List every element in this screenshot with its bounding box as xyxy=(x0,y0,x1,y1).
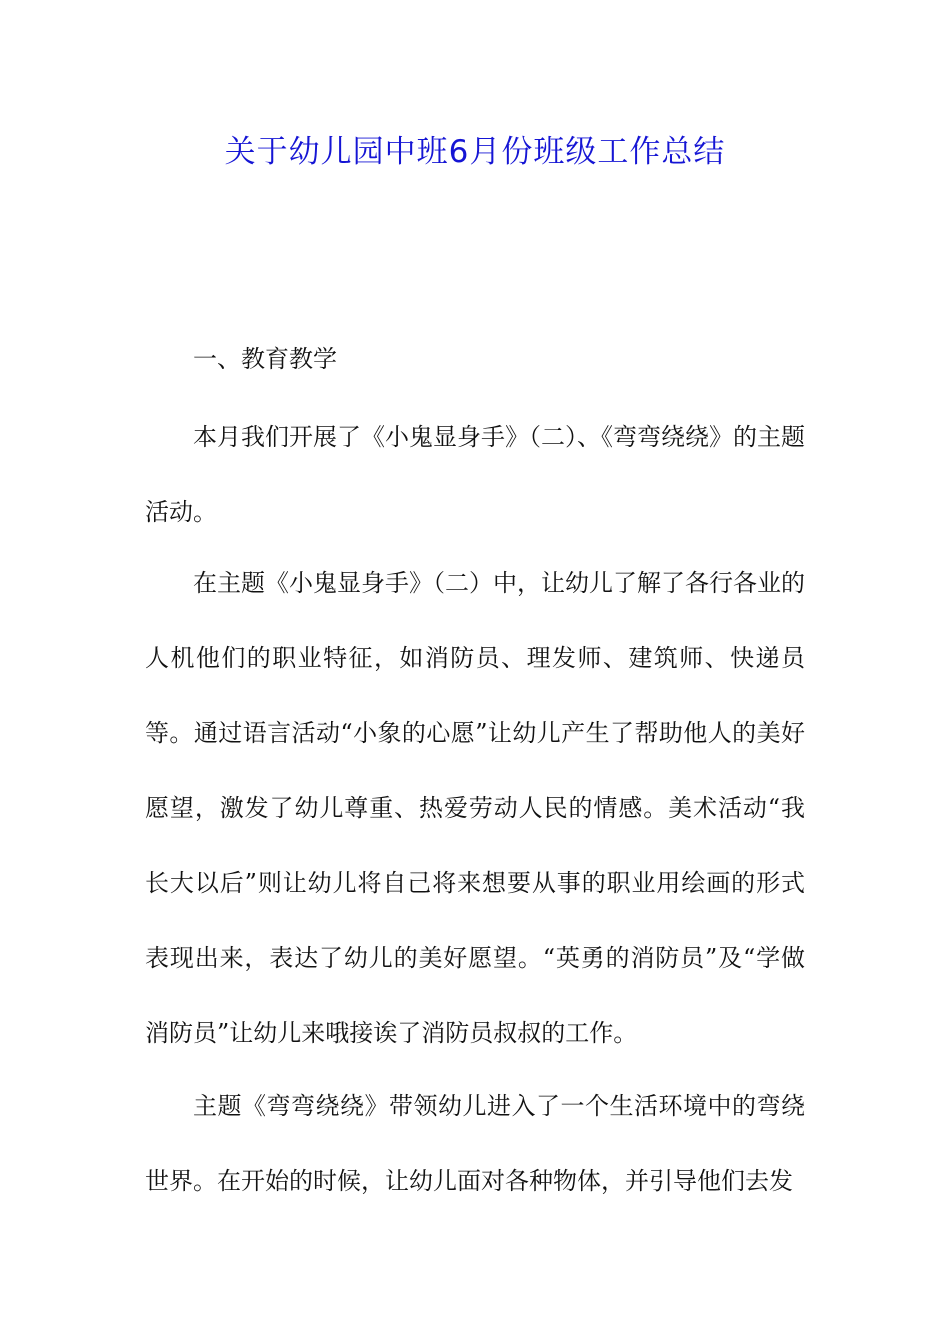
paragraph-3-block xyxy=(145,1069,805,1219)
paragraph: 在主题《小鬼显身手》（二）中，让幼儿了解了各行各业的人机他们的职业特征，如消防员、理发师、建筑师、快递员等。通过语言活动“小象的心愿”让幼儿产生了帮助他人的美好愿望，激发了幼儿尊重、热爱劳动人民的情感。美术活动“我长大以后”则让幼儿将自己将来想要从事的职业用绘画的形式表现出来，表达了幼儿的美好愿望。“英勇的消防员”及“学做消防员”让幼儿来哦接诶了消防员叔叔的工作。 xyxy=(145,569,805,1047)
section-heading: 一、教育教学 xyxy=(193,345,337,373)
paragraph: 主题《弯弯绕绕》带领幼儿进入了一个生活环境中的弯绕世界。在开始的时候，让幼儿面对各种物体，并引导他们去发 xyxy=(145,1092,805,1195)
paragraph-1-block xyxy=(145,400,805,550)
document-title: 关于幼儿园中班6月份班级工作总结 xyxy=(224,134,726,170)
paragraph-2-block xyxy=(145,546,805,1071)
paragraph: 本月我们开展了《小鬼显身手》（二）、《弯弯绕绕》的主题活动。 xyxy=(145,423,805,526)
